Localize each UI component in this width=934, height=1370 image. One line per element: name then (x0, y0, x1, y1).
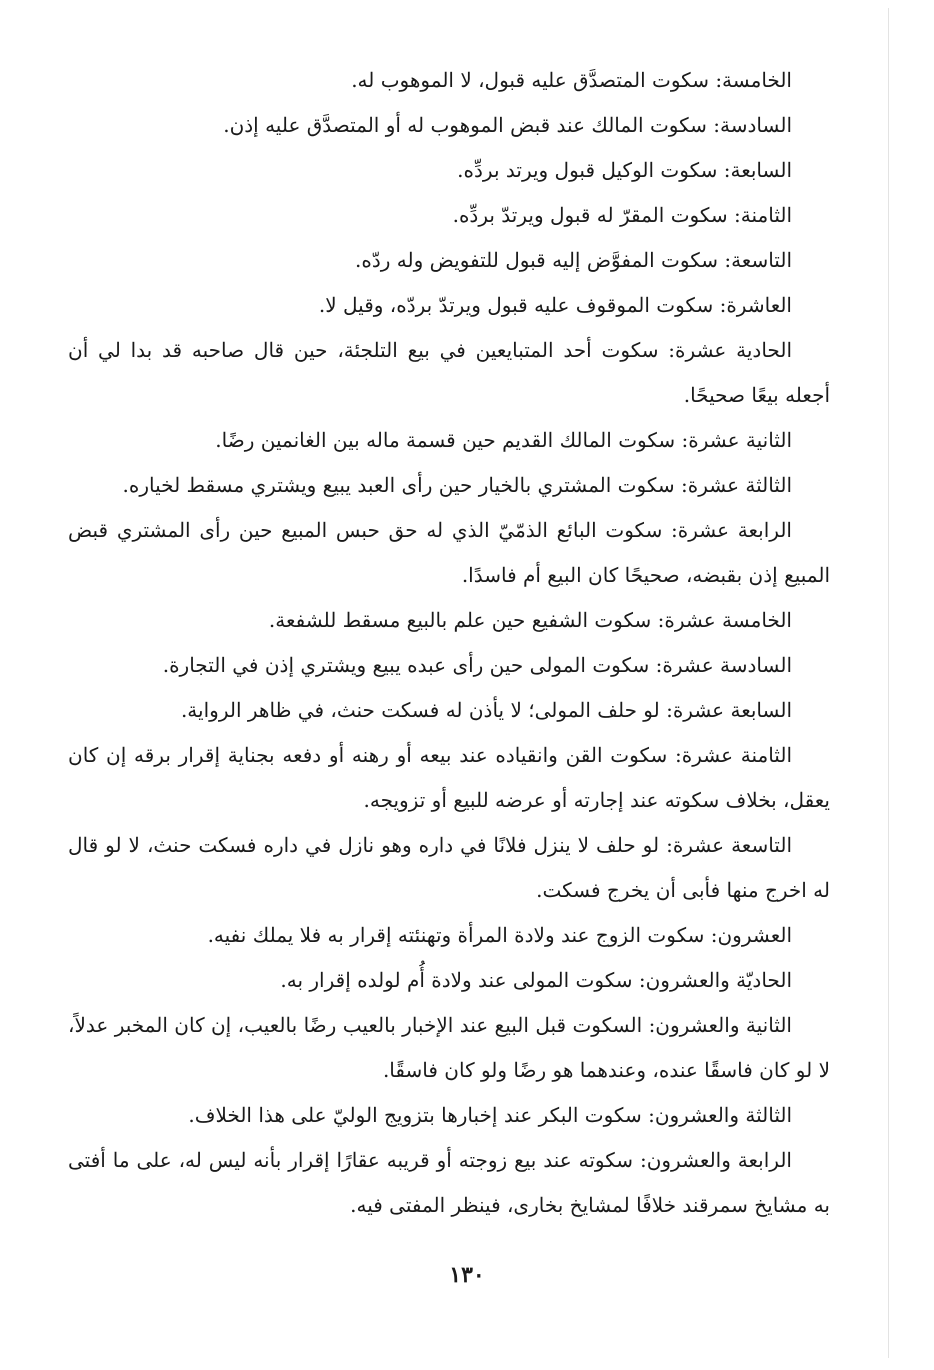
paragraph-11: الحادية عشرة: سكوت أحد المتبايعين في بيع التلجئة، حين قال صاحبه قد بدا لي أن أجعله بيعًا صحيحًا. (68, 338, 830, 407)
paragraph-16: السادسة عشرة: سكوت المولى حين رأى عبده يبيع ويشتري إذن في التجارة. (162, 653, 792, 677)
paragraph-6: السادسة: سكوت المالك عند قبض الموهوب له أو المتصدَّق عليه إذن. (223, 113, 792, 137)
paragraph-19: التاسعة عشرة: لو حلف لا ينزل فلانًا في داره وهو نازل في داره فسكت حنث، لا لو قال له اخرج منها فأبى أن يخرج فسكت. (68, 833, 830, 902)
paragraph-13: الثالثة عشرة: سكوت المشتري بالخيار حين رأى العبد يبيع ويشتري مسقط لخياره. (122, 473, 792, 497)
paragraph-14: الرابعة عشرة: سكوت البائع الذمّيّ الذي له حق حبس المبيع حين رأى المشتري قبض المبيع إذن بقبضه، صحيحًا كان البيع أم فاسدًا. (68, 518, 830, 587)
paragraph-21: الحاديّة والعشرون: سكوت المولى عند ولادة أُم لولده إقرار به. (280, 968, 792, 992)
paragraph-7: السابعة: سكوت الوكيل قبول ويرتد بردِّه. (457, 158, 792, 182)
paragraph-12: الثانية عشرة: سكوت المالك القديم حين قسمة ماله بين الغانمين رضًا. (215, 428, 792, 452)
paragraph-10: العاشرة: سكوت الموقوف عليه قبول ويرتدّ بردّه، وقيل لا. (318, 293, 792, 317)
paragraph-18: الثامنة عشرة: سكوت القن وانقياده عند بيعه أو رهنه أو دفعه بجناية إقرار برقه إن كان يعقل، بخلاف سكوته عند إجارته أو عرضه للبيع أو تزويجه. (68, 743, 830, 812)
paragraph-17: السابعة عشرة: لو حلف المولى؛ لا يأذن له فسكت حنث، في ظاهر الرواية. (180, 698, 792, 722)
paragraph-5: الخامسة: سكوت المتصدَّق عليه قبول، لا الموهوب له. (351, 68, 792, 92)
paragraph-8: الثامنة: سكوت المقرّ له قبول ويرتدّ بردِّه. (452, 203, 792, 227)
paragraph-24: الرابعة والعشرون: سكوته عند بيع زوجته أو قريبه عقارًا إقرار بأنه ليس له، على ما أفتى به مشايخ سمرقند خلافًا لمشايخ بخارى، فينظر المفتى فيه. (68, 1148, 830, 1217)
paragraph-9: التاسعة: سكوت المفوَّض إليه قبول للتفويض وله ردّه. (355, 248, 792, 272)
paragraph-22: الثانية والعشرون: السكوت قبل البيع عند الإخبار بالعيب رضًا بالعيب، إن كان المخبر عدلاً، لا لو كان فاسقًا عنده، وعندهما هو رضًا ولو كان فاسقًا. (68, 1013, 830, 1082)
page-body (68, 58, 830, 1228)
paragraph-23: الثالثة والعشرون: سكوت البكر عند إخبارها بتزويج الوليّ على هذا الخلاف. (188, 1103, 792, 1127)
page-number: ١٣٠ (449, 1262, 485, 1288)
page-edge-line (888, 8, 889, 1358)
paragraph-15: الخامسة عشرة: سكوت الشفيع حين علم بالبيع مسقط للشفعة. (268, 608, 792, 632)
paragraph-20: العشرون: سكوت الزوج عند ولادة المرأة وتهنئته إقرار به فلا يملك نفيه. (207, 923, 792, 947)
